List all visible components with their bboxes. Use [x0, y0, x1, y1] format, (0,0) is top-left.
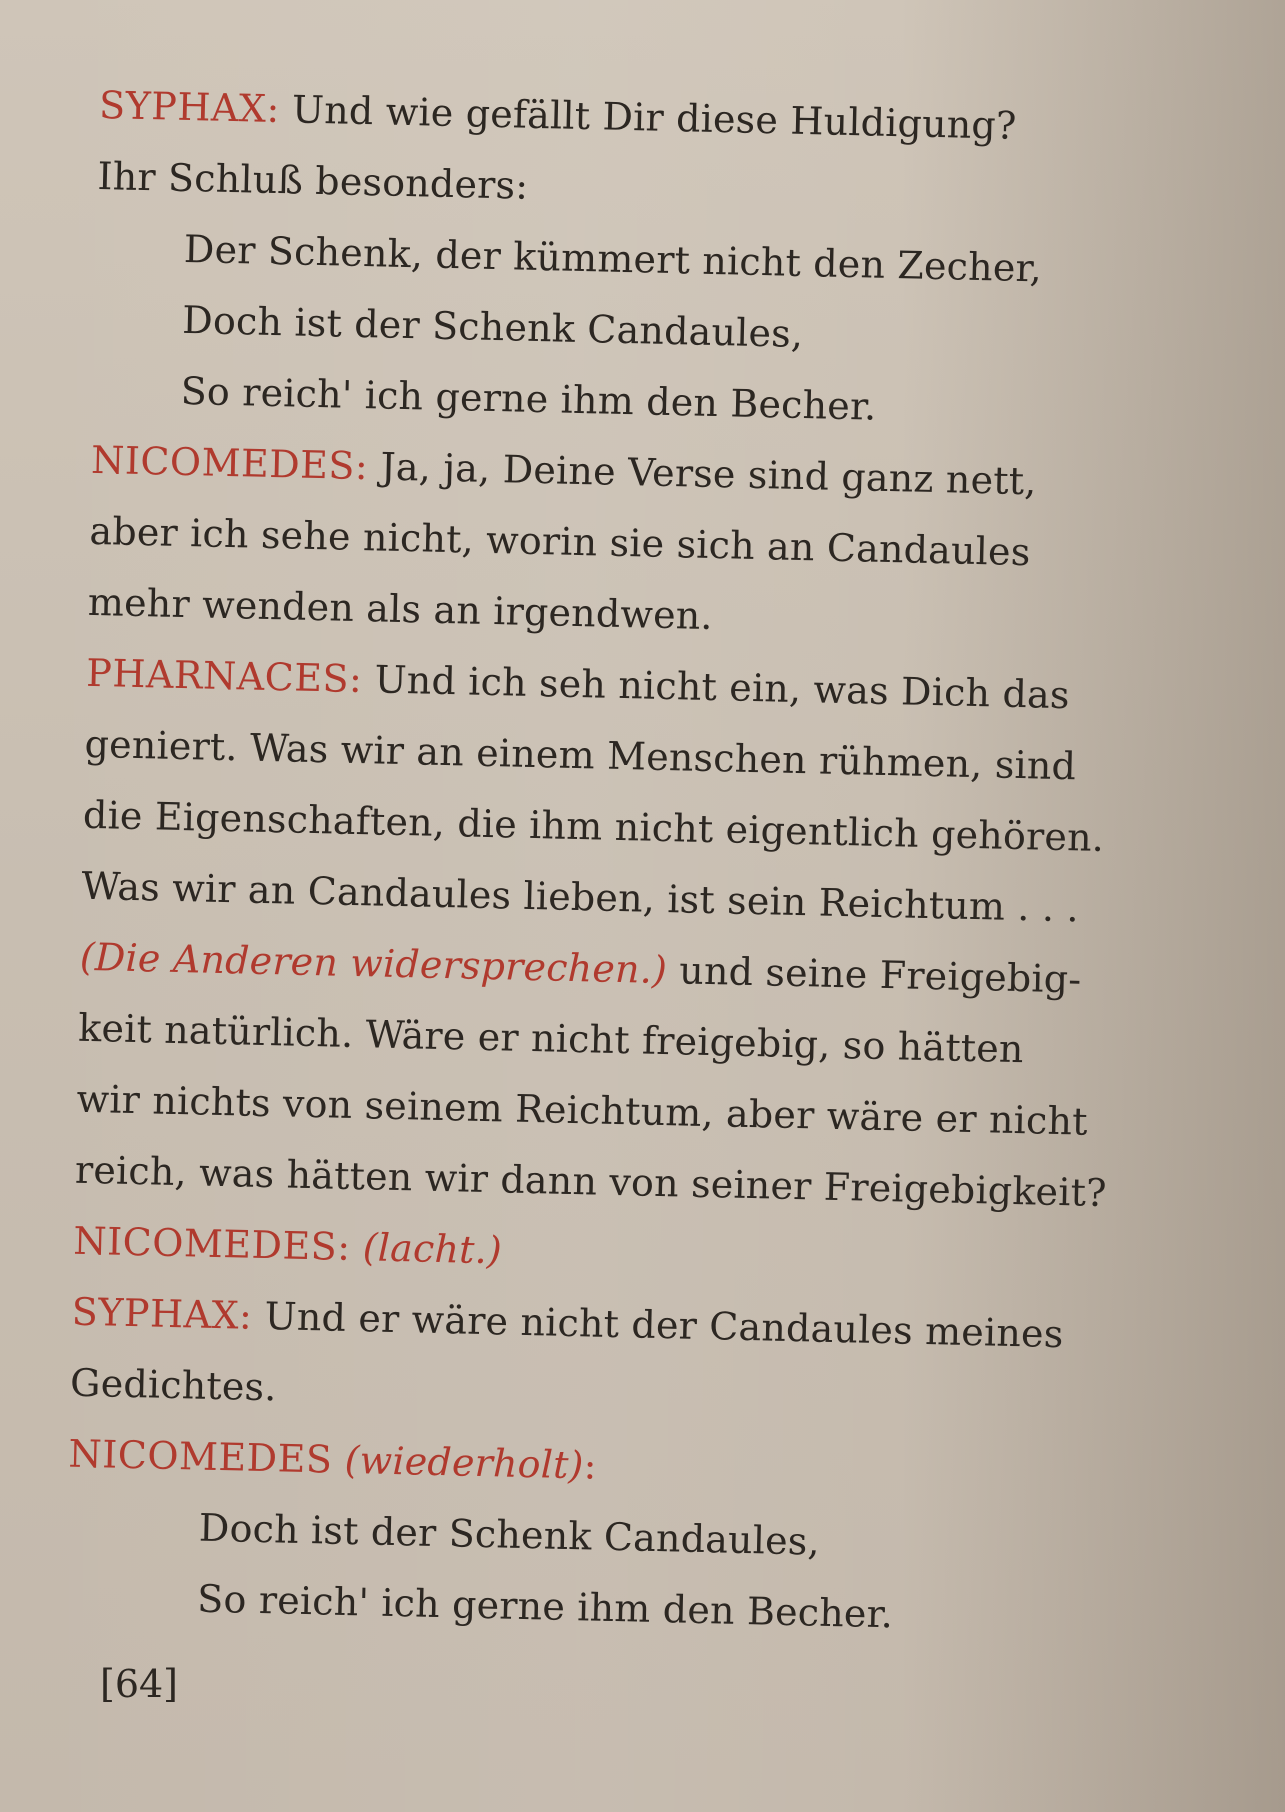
dialogue-text-run: keit natürlich. Wäre er nicht freigebig, so hätten: [77, 1005, 1025, 1072]
speaker-name: SYPHAX:: [71, 1289, 253, 1338]
dialogue-text-run: mehr wenden als an irgendwen.: [87, 579, 714, 639]
speaker-name: PHARNACES:: [85, 650, 363, 702]
stage-direction: (lacht.): [362, 1225, 503, 1273]
page-number: [64]: [100, 1662, 179, 1706]
speaker-name: NICOMEDES:: [72, 1218, 352, 1269]
stage-direction: (Die Anderen widersprechen.): [79, 934, 668, 993]
dialogue-text-run: die Eigenschaften, die ihm nicht eigentlich gehören.: [82, 792, 1105, 860]
dialogue-text-run: wir nichts von seinem Reichtum, aber wäre er nicht: [76, 1076, 1089, 1144]
stage-direction: (wiederholt): [344, 1437, 585, 1488]
dialogue-text-run: Ihr Schluß besonders:: [97, 153, 529, 208]
verse-text: Doch ist der Schenk Candaules,: [181, 297, 804, 357]
dialogue-text: [65, 70, 1200, 1657]
speaker-name: NICOMEDES: [68, 1431, 333, 1482]
dialogue-text-run: geniert. Was wir an einem Menschen rühmen, sind: [84, 721, 1077, 789]
dialogue-text-run: Was wir an Candaules lieben, ist sein Reichtum . . .: [80, 863, 1080, 931]
speaker-name: SYPHAX:: [98, 82, 281, 132]
dialogue-text-run: Und er wäre nicht der Candaules meines: [264, 1294, 1064, 1357]
verse-text: Doch ist der Schenk Candaules,: [198, 1505, 821, 1564]
speaker-colon: :: [583, 1443, 598, 1488]
dialogue-text-run: Gedichtes.: [69, 1360, 278, 1410]
verse-text: Der Schenk, der kümmert nicht den Zecher,: [183, 226, 1043, 291]
verse-text: So reich' ich gerne ihm den Becher.: [196, 1576, 894, 1637]
dialogue-text-run: und seine Freigebig-: [678, 948, 1082, 1002]
verse-text: So reich' ich gerne ihm den Becher.: [180, 368, 877, 429]
speaker-name: NICOMEDES:: [90, 437, 369, 489]
dialogue-text-run: Und wie gefällt Dir diese Huldigung?: [291, 87, 1018, 148]
dialogue-text-run: reich, was hätten wir dann von seiner Freigebigkeit?: [74, 1147, 1108, 1216]
dialogue-text-run: Ja, ja, Deine Verse sind ganz nett,: [380, 444, 1038, 504]
dialogue-text-run: aber ich sehe nicht, worin sie sich an Candaules: [89, 508, 1031, 575]
dialogue-text-run: Und ich seh nicht ein, was Dich das: [374, 657, 1071, 718]
